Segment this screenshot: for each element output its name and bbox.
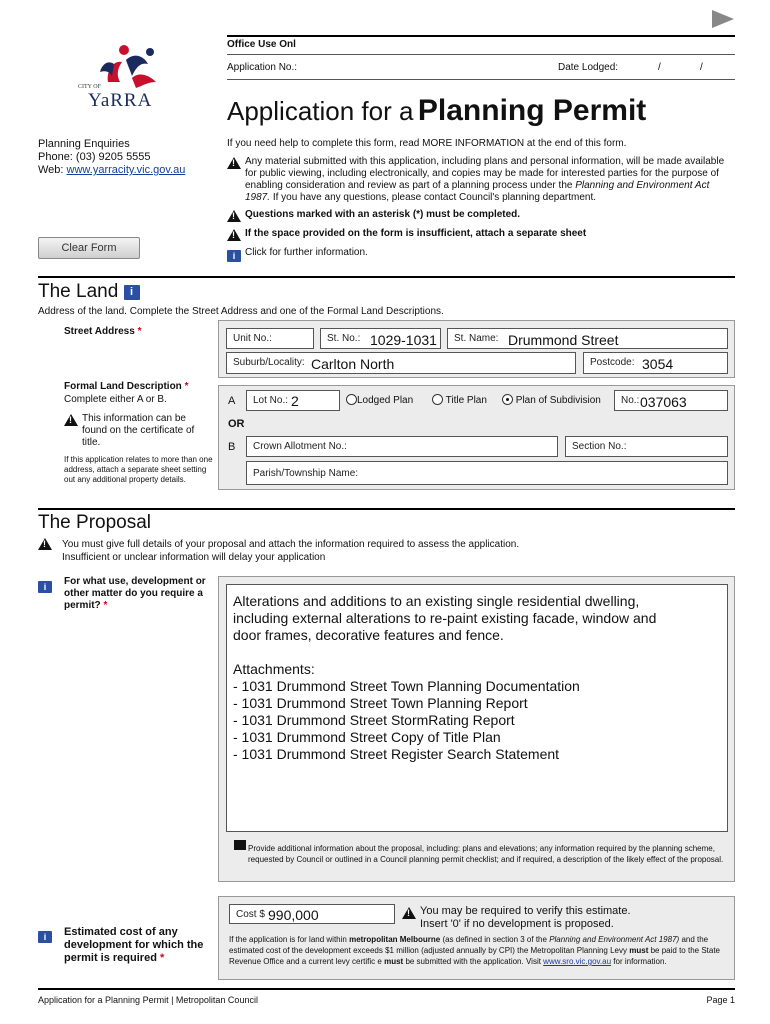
office-top-rule [227, 35, 735, 37]
crown-allotment-field[interactable] [246, 436, 558, 457]
enquiries-heading: Planning Enquiries [38, 138, 130, 150]
date-separator: / [658, 62, 661, 73]
land-heading [38, 281, 140, 303]
levy-must: must [384, 957, 404, 966]
proposal-description-line: Alterations and additions to an existing single residential dwelling, [233, 593, 640, 609]
levy-text: (as defined in section 3 of the [442, 935, 547, 944]
levy-text: be paid to the State Revenue Office and a current levy certific [229, 946, 720, 966]
sro-website-link[interactable]: www.sro.vic.gov.au [543, 957, 612, 966]
footer-left: Application for a Planning Permit | Metropolitan Council [38, 995, 258, 1005]
proposal-description-line: door frames, decorative features and fence. [233, 627, 504, 643]
option-a-label: A [228, 395, 236, 407]
land-rule [38, 276, 735, 278]
title-plan-radio[interactable] [432, 394, 443, 405]
logo-city-of: CITY OF [78, 84, 101, 90]
planning-enquiries [38, 138, 185, 177]
proposal-description-line [233, 644, 656, 661]
levy-text: and the estimated cost of the development exceeds $1 million (adjusted annually by CPI) the Metropolitan Planning Levy [229, 935, 709, 955]
cost-label: Cost $ [236, 909, 265, 920]
warning-icon [227, 227, 241, 245]
date-separator: / [700, 62, 703, 73]
certificate-note: This information can be found on the certificate of title. [82, 413, 195, 448]
warning-text: Any material submitted with this application, including plans and personal information, will be made available for public viewing, including electronically, and copies may be made for interested parties for the purpose of enabling consideration and review as part of a planning process under the [245, 156, 725, 191]
clear-form-button[interactable]: Clear Form [38, 237, 140, 259]
levy-text: e [377, 957, 382, 966]
warning-icon [227, 208, 241, 226]
street-no-field[interactable] [320, 328, 441, 349]
provide-info-note: Provide additional information about the proposal, including: plans and elevations; any information required by the planning scheme, requested by Council or outlined in a Council planning permit checklist; and if required, a description of the likely effect of the proposal. [248, 844, 724, 864]
multiple-address-note: If this application relates to more than one address, attach a separate sheet setting out any additional property details. [64, 455, 213, 484]
levy-note [229, 934, 729, 967]
street-name-label: St. Name: [454, 333, 499, 344]
proposal-description-line: - 1031 Drummond Street Copy of Title Plan [233, 729, 501, 745]
postcode-value: 3054 [642, 356, 674, 372]
plan-of-subdivision-radio[interactable] [502, 394, 513, 405]
next-page-arrow-icon[interactable] [712, 10, 734, 28]
street-name-field[interactable] [447, 328, 728, 349]
parish-field[interactable] [246, 461, 728, 485]
plan-no-value: 037063 [640, 394, 687, 410]
plan-no-field[interactable] [614, 390, 728, 411]
warning-icon [38, 536, 52, 554]
street-name-value: Drummond Street [508, 332, 619, 348]
title-prefix: Application for a [227, 96, 414, 126]
info-icon[interactable]: i [227, 246, 241, 264]
cost-field[interactable] [229, 904, 395, 924]
levy-metro: metropolitan Melbourne [349, 935, 441, 944]
asterisk-note: Questions marked with an asterisk (*) must be completed. [245, 209, 521, 220]
insert-zero-note: Insert '0' if no development is proposed. [420, 918, 614, 930]
street-address-label: Street Address * [64, 326, 142, 337]
cost-info-icon[interactable]: i [38, 927, 52, 945]
warning-act: Planning and Environment Act 1987. [245, 180, 710, 203]
warning-icon [64, 412, 78, 430]
yarra-logo [78, 42, 168, 114]
lodged-plan-label: Lodged Plan [357, 395, 414, 406]
levy-text: Visit [525, 957, 541, 966]
office-use-heading: Office Use Onl [227, 39, 296, 50]
help-text: If you need help to complete this form, read MORE INFORMATION at the end of this form. [227, 138, 627, 149]
parish-label: Parish/Township Name: [253, 468, 359, 479]
proposal-description-line: including external alterations to re-paint existing facade, window and [233, 610, 657, 626]
postcode-field[interactable] [583, 352, 728, 374]
warning-contact: If you have any questions, please contact Council's planning department. [272, 192, 597, 203]
cost-question: Estimated cost of any development for which the permit is required * [64, 926, 204, 964]
suburb-field[interactable] [226, 352, 576, 374]
suburb-value: Carlton North [311, 356, 395, 372]
proposal-description-line: Attachments: [233, 661, 315, 677]
proposal-description-line: - 1031 Drummond Street StormRating Report [233, 712, 515, 728]
logo-name: YaRRA [88, 90, 153, 111]
street-address-text: Street Address [64, 326, 135, 337]
title-plan-option[interactable] [432, 394, 487, 407]
verify-note: You may be required to verify this estimate. [420, 905, 631, 917]
crown-allotment-label: Crown Allotment No.: [253, 441, 347, 452]
land-heading-text: The Land [38, 281, 119, 302]
or-label: OR [228, 418, 245, 430]
proposal-rule [38, 508, 735, 510]
title-plan-label: Title Plan [445, 395, 487, 406]
enquiries-phone: Phone: (03) 9205 5555 [38, 151, 151, 163]
section-no-field[interactable] [565, 436, 728, 457]
web-label: Web: [38, 164, 64, 176]
street-no-label: St. No.: [327, 333, 361, 344]
date-lodged-label: Date Lodged: [558, 62, 619, 73]
use-question: For what use, development or other matter do you require a permit? * [64, 576, 206, 611]
levy-must: must [629, 946, 649, 955]
plan-of-subdivision-option[interactable] [502, 394, 601, 407]
warning-icon [227, 155, 241, 173]
title-main: Planning Permit [417, 94, 647, 127]
application-no-label: Application No.: [227, 62, 298, 73]
office-bottom-rule [227, 79, 735, 80]
use-info-icon[interactable]: i [38, 577, 52, 595]
lot-no-field[interactable] [246, 390, 340, 411]
formal-land-sub: Complete either A or B. [64, 394, 167, 405]
proposal-description-text [233, 593, 656, 763]
page-number: Page 1 [706, 995, 735, 1005]
suburb-label: Suburb/Locality: [233, 357, 305, 368]
public-viewing-warning [245, 156, 735, 204]
proposal-description-line: - 1031 Drummond Street Town Planning Documentation [233, 678, 580, 694]
plan-no-label: No.: [621, 395, 640, 406]
cost-value: 990,000 [268, 907, 319, 923]
land-description: Address of the land. Complete the Street Address and one of the Formal Land Descriptions. [38, 306, 444, 317]
proposal-note-1: You must give full details of your proposal and attach the information required to assess the application. [62, 539, 520, 550]
proposal-description-line: - 1031 Drummond Street Town Planning Report [233, 695, 528, 711]
footer-rule [38, 988, 735, 990]
unit-no-field[interactable] [226, 328, 314, 349]
section-no-label: Section No.: [572, 441, 627, 452]
proposal-note-2: Insufficient or unclear information will delay your application [62, 552, 326, 563]
land-info-icon[interactable]: i [124, 285, 140, 300]
proposal-description-line: - 1031 Drummond Street Register Search Statement [233, 746, 560, 762]
postcode-label: Postcode: [590, 357, 635, 368]
formal-land-label: Formal Land Description * [64, 381, 189, 392]
lot-no-value: 2 [291, 393, 299, 409]
levy-text: for information. [613, 957, 667, 966]
plan-of-subdivision-label: Plan of Subdivision [515, 395, 601, 406]
lodged-plan-option[interactable] [346, 394, 413, 407]
council-website-link[interactable]: www.yarracity.vic.gov.au [66, 164, 186, 176]
proposal-heading: The Proposal [38, 512, 152, 533]
space-note: If the space provided on the form is insufficient, attach a separate sheet [245, 228, 587, 239]
option-b-label: B [228, 441, 236, 453]
levy-act: Planning and Environment Act 1987) [549, 935, 680, 944]
use-question-text: For what use, development or other matter do you require a permit? [64, 576, 206, 611]
proposal-description-field[interactable] [226, 584, 728, 832]
unit-no-label: Unit No.: [233, 333, 272, 344]
warning-icon [402, 905, 416, 923]
levy-text: be submitted with the application. [405, 957, 524, 966]
levy-text: If the application is for land within [229, 935, 347, 944]
page-title [227, 94, 646, 128]
office-divider [227, 54, 735, 55]
lodged-plan-radio[interactable] [346, 394, 357, 405]
cost-question-text: Estimated cost of any development for which the permit is required [64, 926, 204, 964]
info-note: Click for further information. [245, 247, 368, 258]
note-icon [234, 840, 246, 850]
formal-land-text: Formal Land Description [64, 381, 182, 392]
lot-no-label: Lot No.: [253, 395, 289, 406]
street-no-value: 1029-1031 [370, 332, 437, 348]
